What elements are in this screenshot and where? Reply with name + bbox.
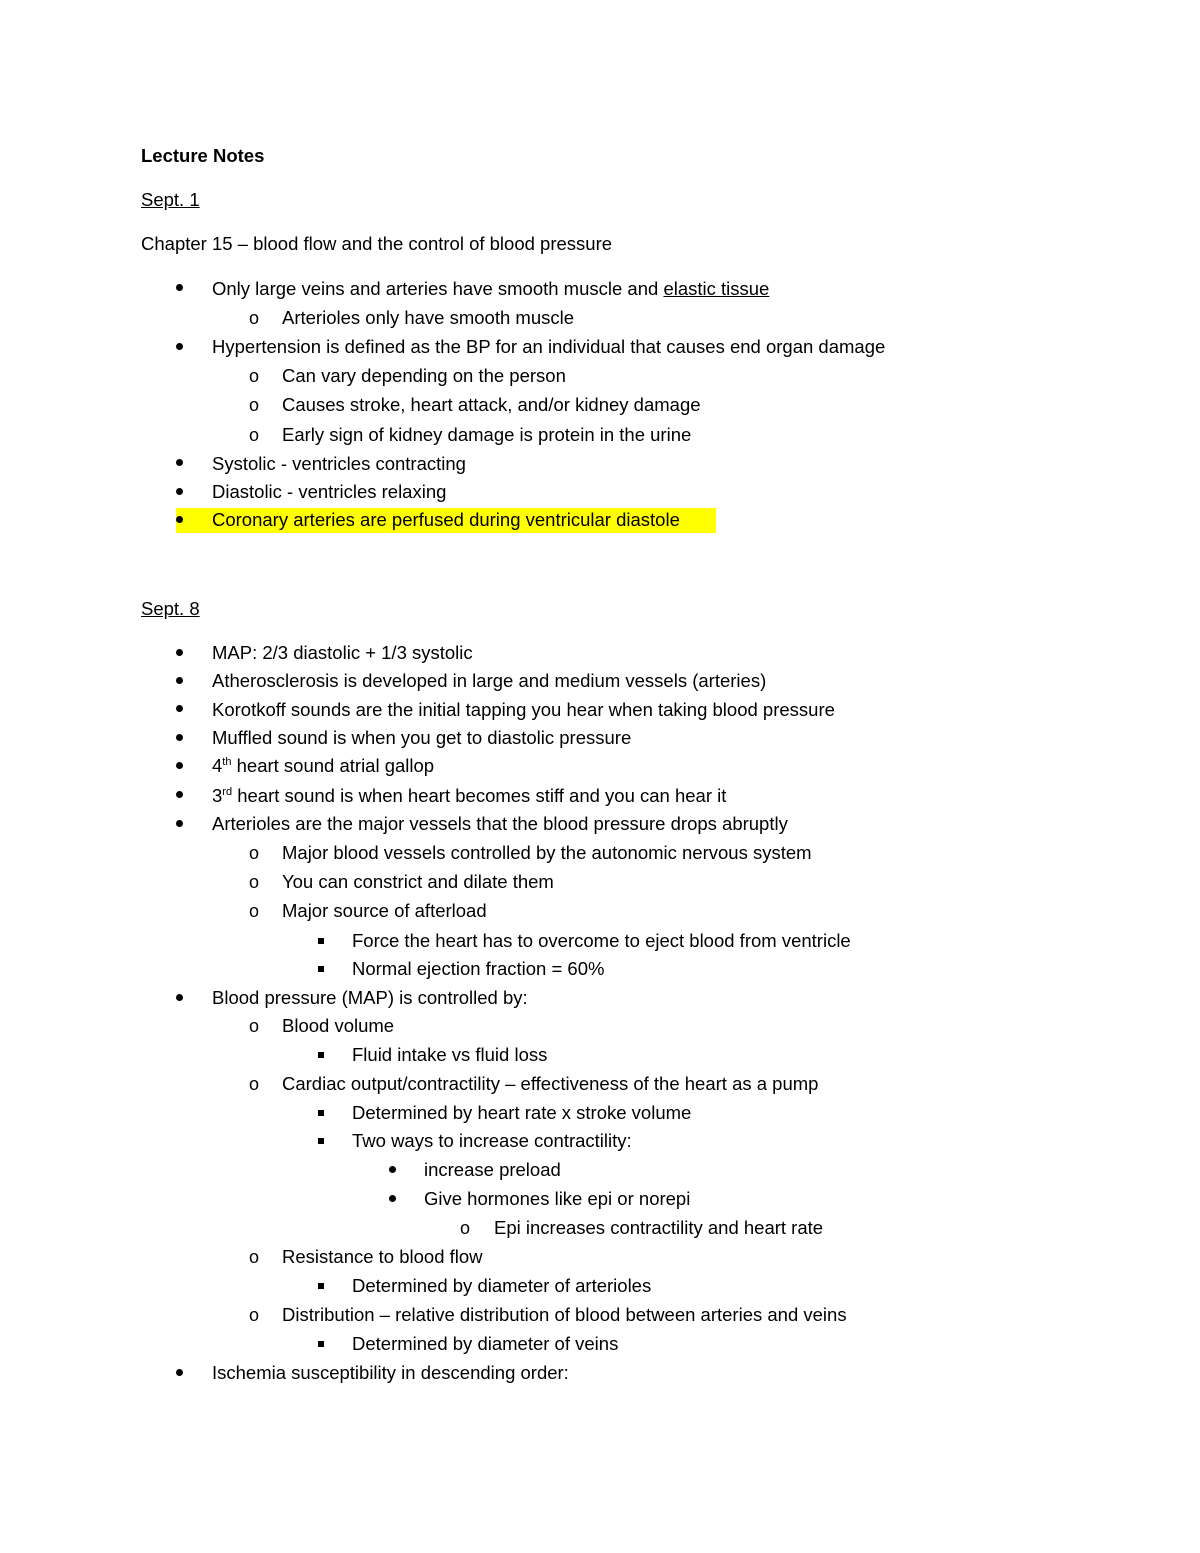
square-bullet-icon [318, 1283, 324, 1289]
page-title: Lecture Notes [141, 145, 265, 166]
underlined-term: elastic tissue [663, 278, 770, 299]
circle-bullet-icon: o [249, 1247, 260, 1267]
list-item: Diastolic - ventricles relaxing [212, 481, 447, 502]
list-item: Atherosclerosis is developed in large and medium vessels (arteries) [212, 670, 767, 691]
list-item: Epi increases contractility and heart rate [494, 1217, 824, 1238]
list-item: Major blood vessels controlled by the autonomic nervous system [282, 842, 812, 863]
circle-bullet-icon: o [249, 901, 260, 921]
bullet-icon [176, 791, 183, 798]
bullet-icon [176, 734, 183, 741]
highlighted-list-item: Coronary arteries are perfused during ventricular diastole [212, 509, 680, 530]
list-item: Arterioles are the major vessels that the blood pressure drops abruptly [212, 813, 788, 834]
list-item: Systolic - ventricles contracting [212, 453, 466, 474]
list-item: MAP: 2/3 diastolic + 1/3 systolic [212, 642, 473, 663]
list-item: Two ways to increase contractility: [352, 1130, 632, 1151]
circle-bullet-icon: o [249, 425, 260, 445]
chapter-heading: Chapter 15 – blood flow and the control of blood pressure [141, 233, 613, 254]
list-item: Major source of afterload [282, 900, 487, 921]
list-item: Can vary depending on the person [282, 365, 566, 386]
bullet-icon [176, 762, 183, 769]
circle-bullet-icon: o [249, 843, 260, 863]
square-bullet-icon [318, 1341, 324, 1347]
circle-bullet-icon: o [249, 1016, 260, 1036]
bullet-icon [389, 1195, 396, 1202]
list-item: Force the heart has to overcome to eject blood from ventricle [352, 930, 851, 951]
list-item: Arterioles only have smooth muscle [282, 307, 575, 328]
circle-bullet-icon: o [249, 872, 260, 892]
list-item: You can constrict and dilate them [282, 871, 554, 892]
list-item: increase preload [424, 1159, 561, 1180]
circle-bullet-icon: o [249, 395, 260, 415]
square-bullet-icon [318, 966, 324, 972]
bullet-icon [176, 343, 183, 350]
bullet-icon [176, 488, 183, 495]
bullet-icon [176, 677, 183, 684]
list-item: 3rd heart sound is when heart becomes stiff and you can hear it [212, 785, 727, 806]
square-bullet-icon [318, 1110, 324, 1116]
list-item: Causes stroke, heart attack, and/or kidney damage [282, 394, 701, 415]
bullet-icon [176, 459, 183, 466]
square-bullet-icon [318, 938, 324, 944]
bullet-icon [176, 516, 183, 523]
circle-bullet-icon: o [249, 308, 260, 328]
list-item: Korotkoff sounds are the initial tapping you hear when taking blood pressure [212, 699, 835, 720]
list-item: Distribution – relative distribution of blood between arteries and veins [282, 1304, 847, 1325]
bullet-icon [176, 649, 183, 656]
list-item: Ischemia susceptibility in descending order: [212, 1362, 569, 1383]
square-bullet-icon [318, 1052, 324, 1058]
circle-bullet-icon: o [249, 1305, 260, 1325]
list-item: Cardiac output/contractility – effectiveness of the heart as a pump [282, 1073, 819, 1094]
list-item: Blood volume [282, 1015, 395, 1036]
list-item: Give hormones like epi or norepi [424, 1188, 691, 1209]
bullet-icon [176, 705, 183, 712]
bullet-icon [389, 1166, 396, 1173]
bullet-icon [176, 994, 183, 1001]
list-item: Determined by heart rate x stroke volume [352, 1102, 692, 1123]
section-date-sept-1: Sept. 1 [141, 189, 200, 210]
list-item: Determined by diameter of veins [352, 1333, 619, 1354]
list-item: 4th heart sound atrial gallop [212, 755, 435, 776]
list-item: Muffled sound is when you get to diastolic pressure [212, 727, 632, 748]
circle-bullet-icon: o [460, 1218, 471, 1238]
list-item: Only large veins and arteries have smooth muscle and elastic tissue [212, 278, 770, 299]
bullet-icon [176, 820, 183, 827]
list-item: Normal ejection fraction = 60% [352, 958, 605, 979]
list-item: Early sign of kidney damage is protein in the urine [282, 424, 692, 445]
list-item: Hypertension is defined as the BP for an individual that causes end organ damage [212, 336, 886, 357]
section-date-sept-8: Sept. 8 [141, 598, 200, 619]
square-bullet-icon [318, 1138, 324, 1144]
list-item: Blood pressure (MAP) is controlled by: [212, 987, 528, 1008]
circle-bullet-icon: o [249, 1074, 260, 1094]
list-item: Resistance to blood flow [282, 1246, 483, 1267]
circle-bullet-icon: o [249, 366, 260, 386]
list-item: Determined by diameter of arterioles [352, 1275, 652, 1296]
list-item: Fluid intake vs fluid loss [352, 1044, 548, 1065]
bullet-icon [176, 1369, 183, 1376]
bullet-icon [176, 284, 183, 291]
